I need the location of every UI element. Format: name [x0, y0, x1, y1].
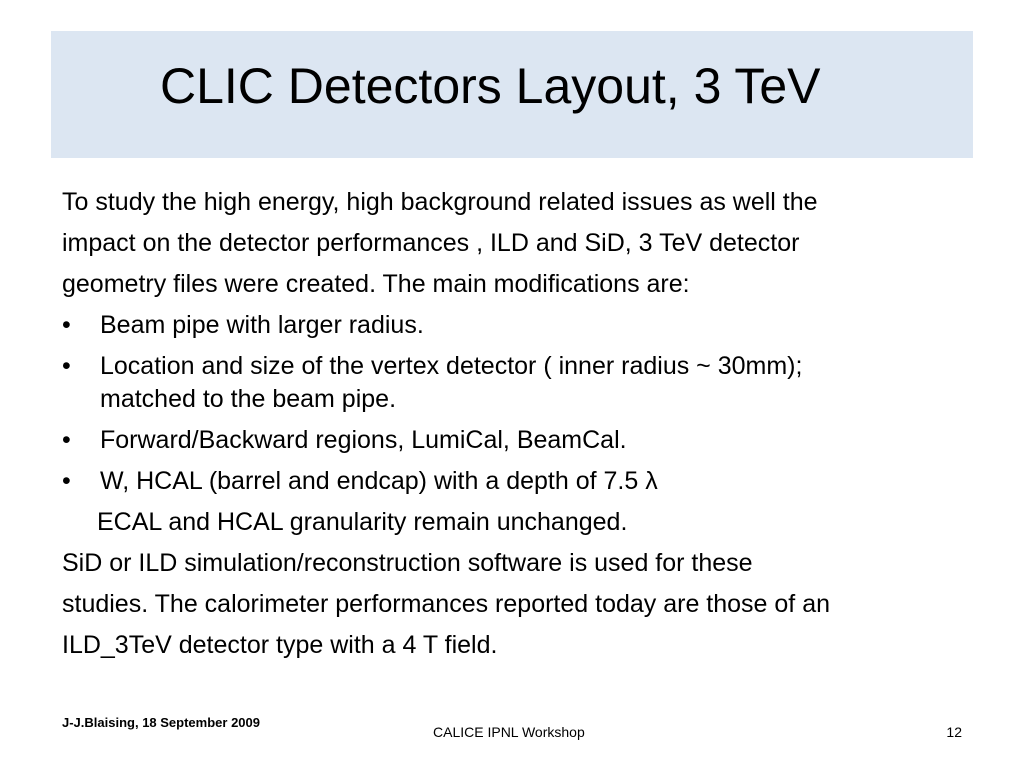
bullet-item: [62, 305, 982, 346]
bullet-item: [62, 461, 982, 502]
bullet-item: [62, 346, 982, 420]
footer-author-date: J-J.Blaising, 18 September 2009: [62, 715, 260, 730]
bullet-text: Beam pipe with larger radius.: [100, 311, 424, 339]
intro-line: impact on the detector performances , ILD and SiD, 3 TeV detector: [62, 229, 800, 257]
footer-event: CALICE IPNL Workshop: [433, 724, 585, 740]
bullet-marker: •: [62, 311, 71, 339]
intro-line: To study the high energy, high background related issues as well the: [62, 188, 818, 216]
title-band: [51, 31, 973, 158]
bullet-text: Location and size of the vertex detector ( inner radius ~ 30mm);: [100, 352, 803, 380]
bullet-marker: •: [62, 352, 71, 380]
intro-line: geometry files were created. The main modifications are:: [62, 270, 690, 298]
outro-line: SiD or ILD simulation/reconstruction software is used for these: [62, 549, 753, 577]
bullet-item: [62, 420, 982, 461]
bullet-text: Forward/Backward regions, LumiCal, BeamCal.: [100, 426, 627, 454]
slide-body: [62, 182, 982, 666]
outro-line: studies. The calorimeter performances reported today are those of an: [62, 590, 831, 618]
continuation-line: ECAL and HCAL granularity remain unchanged.: [97, 508, 628, 536]
bullet-text: matched to the beam pipe.: [100, 385, 397, 413]
page-number: 12: [946, 724, 962, 740]
slide-title: CLIC Detectors Layout, 3 TeV: [160, 58, 821, 114]
bullet-text: W, HCAL (barrel and endcap) with a depth of 7.5 λ: [100, 467, 658, 495]
bullet-marker: •: [62, 467, 71, 495]
bullet-marker: •: [62, 426, 71, 454]
outro-line: ILD_3TeV detector type with a 4 T field.: [62, 631, 498, 659]
